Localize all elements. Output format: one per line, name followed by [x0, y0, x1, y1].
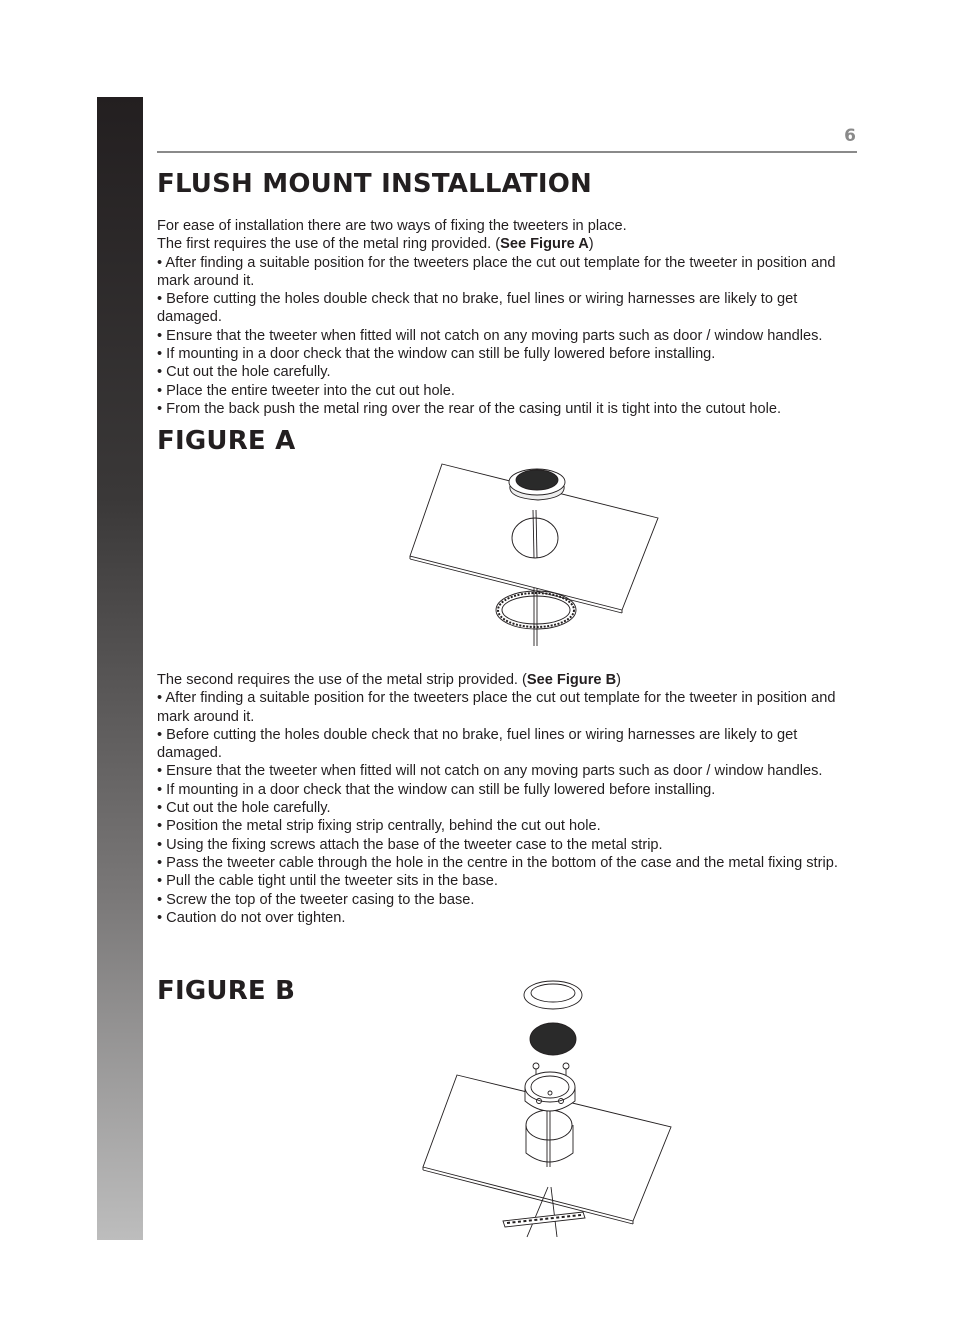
list-item: • Before cutting the holes double check that no brake, fuel lines or wiring harnesses are likely to get damaged.: [157, 291, 798, 326]
list-item: • If mounting in a door check that the window can still be fully lowered before installing.: [157, 781, 716, 798]
section-a-text: [157, 217, 862, 418]
list-item: • Cut out the hole carefully.: [157, 364, 331, 381]
figure-a-reference: See Figure A: [500, 236, 589, 253]
intro-line: For ease of installation there are two ways of fixing the tweeters in place.: [157, 218, 627, 234]
figure-b-heading: FIGURE B: [157, 976, 296, 1006]
list-item: • From the back push the metal ring over the rear of the casing until it is tight into the cutout hole.: [157, 400, 782, 417]
figure-b-reference: See Figure B: [526, 672, 617, 688]
side-color-bar: [97, 97, 143, 1240]
list-item: • Position the metal strip fixing strip centrally, behind the cut out hole.: [157, 818, 601, 835]
list-item: • Pass the tweeter cable through the hole in the centre in the bottom of the case and the metal fixing strip.: [157, 854, 838, 871]
list-item: • Ensure that the tweeter when fitted will not catch on any moving parts such as door / window handles.: [157, 763, 823, 780]
figure-a-heading: FIGURE A: [157, 426, 296, 456]
intro-line: The first requires the use of the metal ring provided. (See Figure A): [157, 236, 594, 253]
page-title: FLUSH MOUNT INSTALLATION: [157, 169, 592, 199]
list-item: • Screw the top of the tweeter casing to the base.: [157, 891, 475, 908]
intro-line: The second requires the use of the metal strip provided. (See Figure B): [157, 672, 621, 688]
figure-a-illustration: [400, 460, 670, 650]
header-rule: [157, 151, 857, 153]
list-item: • Caution do not over tighten.: [157, 909, 346, 926]
section-b-text: [157, 671, 862, 927]
list-item: • After finding a suitable position for the tweeters place the cut out template for the tweeter in position and mark around it.: [157, 690, 836, 725]
list-item: • Ensure that the tweeter when fitted will not catch on any moving parts such as door / window handles.: [157, 327, 823, 344]
list-item: • Before cutting the holes double check that no brake, fuel lines or wiring harnesses are likely to get damaged.: [157, 726, 798, 762]
list-item: • After finding a suitable position for the tweeters place the cut out template for the tweeter in position and mark around it.: [157, 254, 836, 289]
list-item: • Pull the cable tight until the tweeter sits in the base.: [157, 873, 498, 890]
list-item: • If mounting in a door check that the window can still be fully lowered before installing.: [157, 346, 716, 363]
list-item: • Place the entire tweeter into the cut out hole.: [157, 382, 455, 399]
figure-b-illustration: [415, 975, 680, 1243]
list-item: • Using the fixing screws attach the base of the tweeter case to the metal strip.: [157, 836, 663, 853]
list-item: • Cut out the hole carefully.: [157, 800, 331, 817]
page-number: 6: [844, 126, 856, 146]
